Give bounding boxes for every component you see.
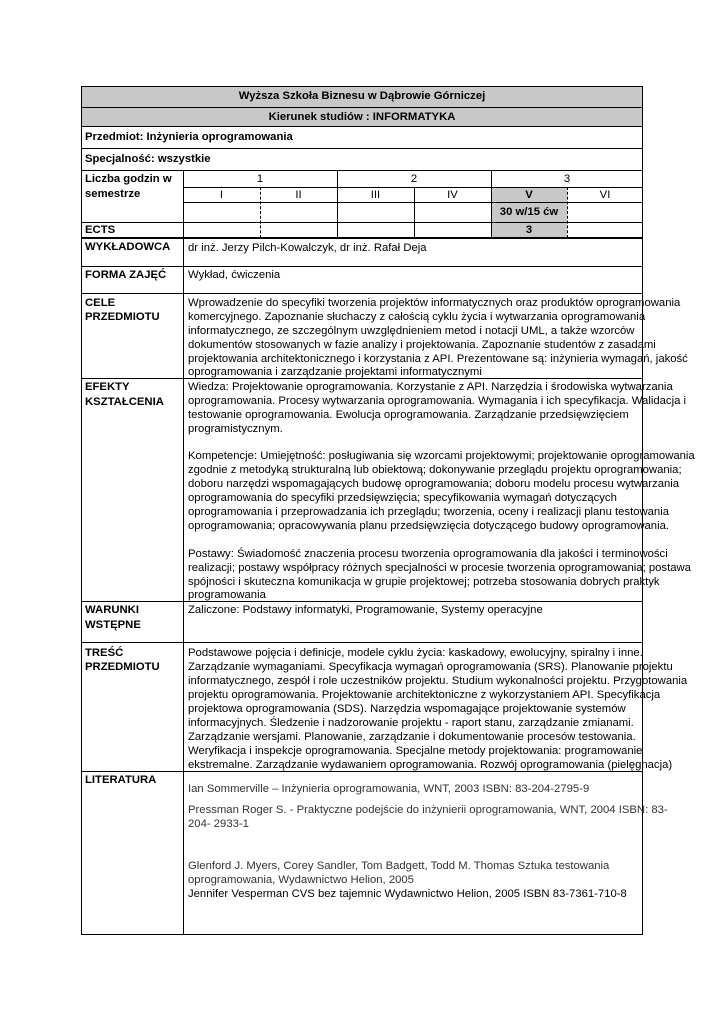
cele-label: PRZEDMIOTU: [85, 311, 160, 323]
rule: [81, 266, 643, 267]
rule: [81, 642, 643, 643]
hours-label: Liczba godzin w: [85, 173, 172, 185]
kierunek: Kierunek studiów : INFORMATYKA: [268, 111, 456, 123]
literatura-item: Jennifer Vesperman CVS bez tajemnic Wydawnictwo Helion, 2005 ISBN 83-7361-710-8: [188, 888, 627, 900]
warunki-label: WSTĘPNE: [85, 619, 141, 631]
semester-V: V: [525, 189, 533, 201]
kompetencje-line: oprogramowania; opracowywania planu przedsięwzięcia dotyczącego budowy oprogramowania.: [188, 520, 670, 532]
efekty-label: EFEKTY: [85, 381, 130, 393]
kompetencje-line: doboru narzędzi wspomagających budowę oprogramowania; doboru modelu procesu wytwarzania: [188, 478, 680, 490]
rule: [183, 202, 643, 203]
literatura-item: oprogramowania, Wydawnictwo Helion, 2005: [188, 874, 414, 886]
warunki-label: WARUNKI: [85, 604, 139, 616]
hours-label: semestrze: [85, 188, 141, 200]
semester-I: I: [219, 189, 224, 201]
postawy-line: Postawy: Świadomość znaczenia procesu tworzenia oprogramowania dla jakości i terminowości: [188, 548, 668, 560]
semester-VI: VI: [599, 189, 611, 201]
rule: [81, 601, 643, 602]
wiedza-line: testowanie oprogramowania. Ewolucja oprogramowania. Zarządzanie przedsięwzięciem: [188, 409, 629, 421]
forma-value: Wykład, ćwiczenia: [188, 269, 281, 281]
postawy-line: programowania: [188, 589, 266, 601]
tresc-line: Zarządzanie wersjami. Planowanie, zarządzanie i dokumentowanie procesów testowania.: [188, 731, 636, 743]
wiedza-line: programistycznym.: [188, 423, 283, 435]
literatura-label: LITERATURA: [85, 774, 157, 786]
tresc-line: Weryfikacja i inspekcje oprogramowania. Specjalne metody projektowania: programowanie: [188, 745, 643, 757]
cele-line: Wprowadzenie do specyfiki tworzenia projektów informatycznych oraz produktów oprogramowania: [188, 297, 681, 309]
cele-label: CELE: [85, 297, 116, 309]
ects-label: ECTS: [85, 224, 116, 236]
forma-label: FORMA ZAJĘĆ: [85, 269, 167, 281]
tresc-line: Zarządzanie wymaganiami. Specyfikacja wymagań oprogramowania (SRS). Planowanie projektu: [188, 661, 673, 673]
rule: [81, 86, 643, 87]
rule: [81, 126, 643, 127]
rule: [81, 107, 643, 108]
kompetencje-line: zgodnie z metodyką strukturalną lub obiektową; dokonywanie przeglądu projektu oprogramowania;: [188, 464, 682, 476]
cele-line: projektowania architektonicznego i korzystania z API. Prezentowane są: inżynieria wymagań, jakość: [188, 353, 688, 365]
semester-III: III: [370, 189, 381, 201]
rule: [81, 170, 643, 171]
rule: [81, 934, 643, 935]
efekty-label: KSZTAŁCENIA: [85, 396, 164, 408]
tresc-line: informacyjnych. Śledzenie i nadzorowanie projektu - raport stanu, zarządzanie zmianami.: [188, 717, 634, 729]
cele-line: oprogramowania i zarządzanie projektami informatycznymi: [188, 366, 482, 378]
postawy-line: realizacji; postawy współpracy różnych specjalności w procesie tworzenia oprogramowania; postawa: [188, 562, 691, 574]
school-name: Wyższa Szkoła Biznesu w Dąbrowie Górniczej: [238, 90, 486, 102]
semester-IV: IV: [447, 189, 458, 201]
year-1: 1: [256, 173, 264, 185]
kompetencje-line: oprogramowania i przeprowadzania ich przeglądu; tworzenia, oceny i realizacji planu testowania: [188, 506, 670, 518]
semester-II: II: [295, 189, 302, 201]
tresc-line: informatycznego, zespół i role uczestników projektu. Studium wykonalności projektu. Przygotowania: [188, 675, 688, 687]
tresc-label: TREŚĆ: [85, 647, 124, 659]
cele-line: informatycznego, ze szczególnym uwzględnieniem metod i notacji UML, a także wzorców: [188, 325, 635, 337]
kompetencje-line: Kompetencje: Umiejętność: posługiwania się wzorcami projektowymi; projektowanie oprogramowania: [188, 450, 695, 462]
year-2: 2: [410, 173, 418, 185]
rule: [81, 148, 643, 149]
literatura-item: Pressman Roger S. - Praktyczne podejście do inżynierii oprogramowania, WNT, 2004 ISBN: 83-: [188, 804, 668, 816]
kompetencje-line: oprogramowania do specyfiki przedsięwzięcia; specyfikowania wymagań dotyczących: [188, 492, 617, 504]
tresc-line: projektowa oprogramowania (SDS). Narzędzia wspomagające projektowanie systemów: [188, 703, 626, 715]
postawy-line: spójności i skuteczna komunikacja w grupie projektowej; potrzeba stosowania dobrych praktyk: [188, 576, 660, 588]
literatura-item: Glenford J. Myers, Corey Sandler, Tom Badgett, Todd M. Thomas Sztuka testowania: [188, 860, 610, 872]
cele-line: dokumentów stosowanych w fazie analizy i projektowania. Zapoznanie studentów z zasadami: [188, 339, 656, 351]
ects-value: 3: [525, 224, 533, 236]
wiedza-line: Wiedza: Projektowanie oprogramowania. Korzystanie z API. Narzędzia i środowiska wytwarzania: [188, 381, 673, 393]
literatura-item: 204- 2933-1: [188, 818, 249, 830]
tresc-label: PRZEDMIOTU: [85, 661, 160, 673]
przedmiot: Przedmiot: Inżynieria oprogramowania: [85, 131, 293, 143]
specjalnosc: Specjalność: wszystkie: [85, 153, 211, 165]
rule: [81, 86, 82, 935]
semester-V-hours: 30 w/15 ćw: [499, 206, 559, 218]
literatura-item: Ian Sommerville – Inżynieria oprogramowania, WNT, 2003 ISBN: 83-204-2795-9: [188, 783, 590, 795]
rule: [81, 293, 643, 294]
warunki-value: Zaliczone: Podstawy informatyki, Programowanie, Systemy operacyjne: [188, 604, 543, 616]
cele-line: komercyjnego. Zapoznanie słuchaczy z całością cyklu życia i wytwarzania oprogramowania: [188, 311, 646, 323]
wykladowca-value: dr inż. Jerzy Pilch-Kowalczyk, dr inż. Rafał Deja: [188, 242, 427, 254]
rule: [183, 170, 184, 935]
wykladowca-label: WYKŁADOWCA: [85, 241, 171, 253]
tresc-line: Podstawowe pojęcia i definicje, modele cyklu życia: kaskadowy, ewolucyjny, spiralny i inne.: [188, 647, 643, 659]
wiedza-line: oprogramowania. Procesy wytwarzania oprogramowania. Wymagania i ich specyfikacja. Walidacja i: [188, 395, 687, 407]
tresc-line: ekstremalne. Zarządzanie wydawaniem oprogramowania. Rozwój oprogramowania (pielęgnacja): [188, 759, 673, 771]
tresc-line: projektu oprogramowania. Projektowanie architektoniczne z wykorzystaniem API. Specyfikacja: [188, 689, 661, 701]
year-3: 3: [563, 173, 571, 185]
rule: [81, 237, 643, 239]
